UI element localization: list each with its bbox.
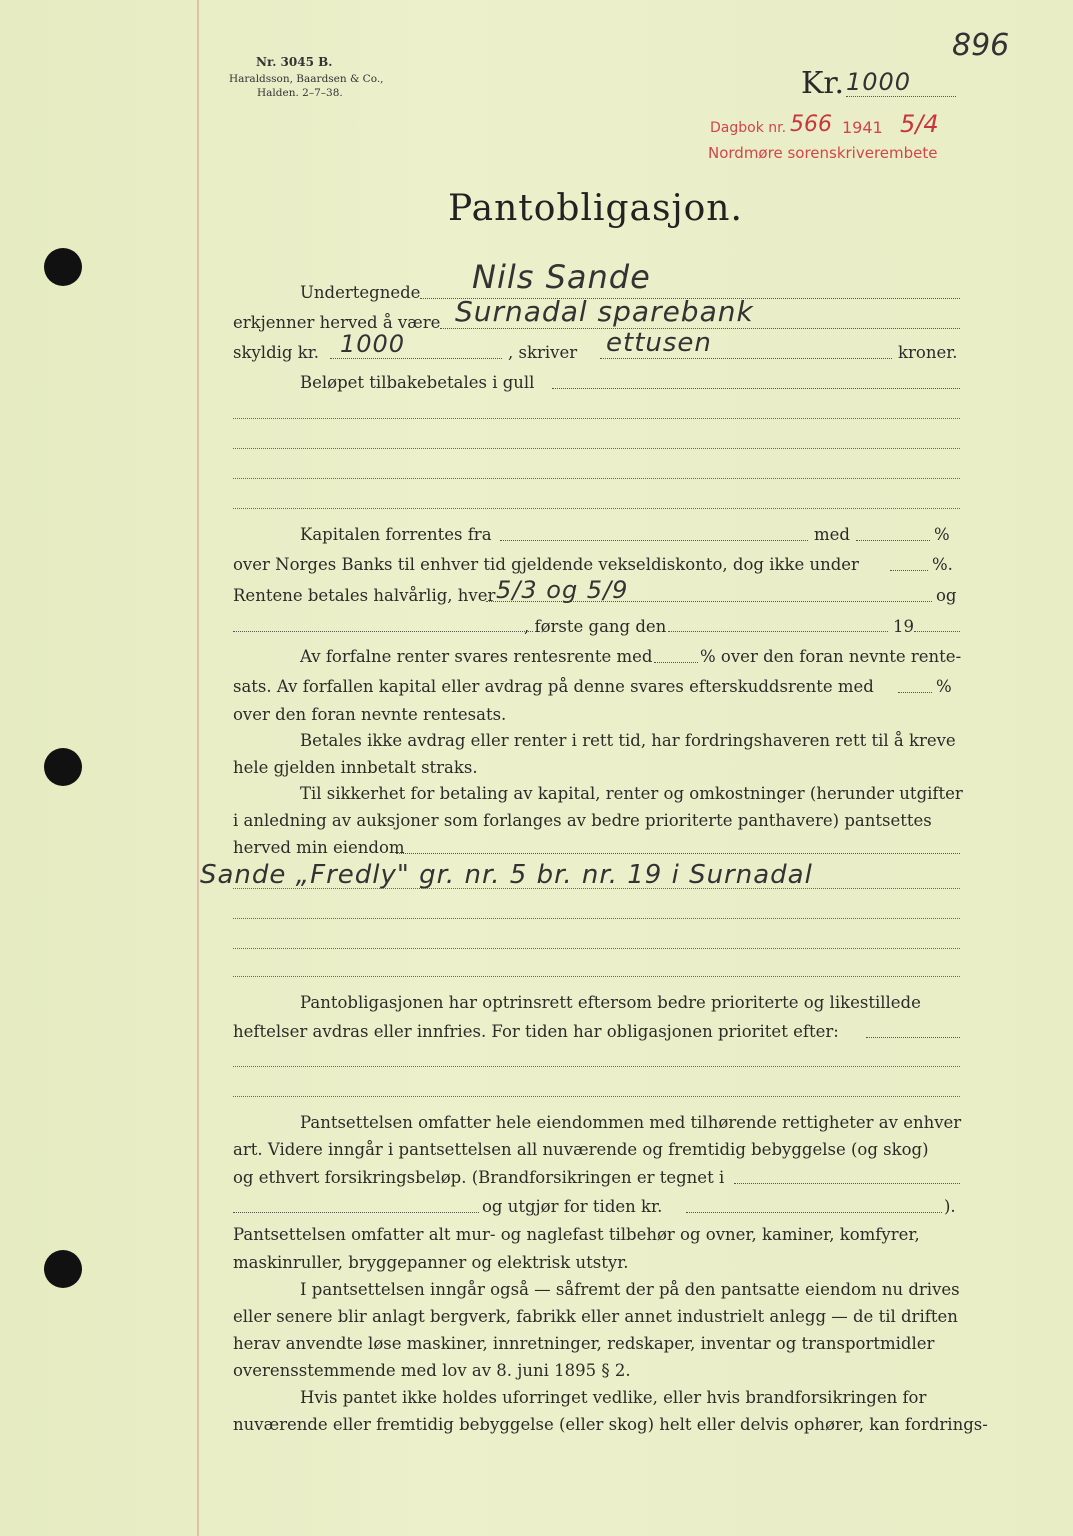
percent-sign: % — [936, 677, 952, 696]
sats-text: sats. Av forfallen kapital eller avdrag på denne svares efterskuddsrente med — [233, 677, 874, 696]
fill-line — [330, 358, 502, 359]
erkjenner-label: erkjenner herved å være — [233, 313, 441, 332]
betales-text: Betales ikke avdrag eller renter i rett tid, har fordringshaveren rett til å kreve — [300, 731, 956, 750]
fill-line — [600, 358, 892, 359]
kroner-label: kroner. — [898, 343, 958, 362]
rentesats-text: over den foran nevnte rentesats. — [233, 705, 507, 724]
blank-line — [233, 1066, 960, 1067]
forfalne-text: Av forfalne renter svares rentesrente med — [300, 647, 653, 666]
page-number: 896 — [952, 28, 1010, 63]
fill-line — [898, 692, 932, 693]
percent-sign: %. — [932, 555, 953, 574]
fill-line — [734, 1183, 960, 1184]
omfatter-text: Pantsettelsen omfatter hele eiendommen med tilhørende rettigheter av enhver — [300, 1113, 962, 1132]
belopet-label: Beløpet tilbakebetales i gull — [300, 373, 535, 392]
margin-line — [197, 0, 199, 1536]
sikkerhet-text: Til sikkerhet for betaling av kapital, renter og omkostninger (herunder utgifter — [300, 784, 963, 803]
betales-text-2: hele gjelden innbetalt straks. — [233, 758, 478, 777]
fill-line — [500, 540, 808, 541]
punch-hole — [44, 1250, 82, 1288]
omfatter-text-2: art. Videre inngår i pantsettelsen all nuværende og fremtidig bebyggelse (og skog) — [233, 1140, 929, 1159]
skyldig-label: skyldig kr. — [233, 343, 320, 362]
fill-line — [552, 388, 960, 389]
fill-line — [686, 1212, 942, 1213]
fill-line — [396, 853, 960, 854]
printer-name: Haraldsson, Baardsen & Co., — [229, 73, 384, 85]
forste-gang-label: , første gang den — [524, 617, 667, 636]
dagbok-number: 566 — [790, 112, 832, 137]
blank-line — [233, 1096, 960, 1097]
fill-line — [890, 570, 928, 571]
punch-hole — [44, 248, 82, 286]
fill-line — [914, 631, 960, 632]
blank-line — [233, 918, 960, 919]
skriver-label: , skriver — [508, 343, 578, 362]
fill-line — [856, 540, 930, 541]
omfatter-text-6: maskinruller, bryggepanner og elektrisk utstyr. — [233, 1253, 629, 1272]
hvis-text-2: nuværende eller fremtidig bebyggelse (eller skog) helt eller delvis ophører, kan fordrings- — [233, 1415, 988, 1434]
fill-line — [668, 631, 888, 632]
sikkerhet-text-2: i anledning av auksjoner som forlanges av bedre prioriterte panthavere) pantsettes — [233, 811, 932, 830]
sikkerhet-text-3: herved min eiendom — [233, 838, 405, 857]
dagbok-date: 5/4 — [900, 110, 939, 138]
punch-hole — [44, 748, 82, 786]
omfatter-text-4: og utgjør for tiden kr. — [482, 1197, 663, 1216]
blank-line — [233, 888, 960, 889]
fill-line — [233, 631, 533, 632]
kr-line — [846, 96, 956, 97]
omfatter-text-3: og ethvert forsikringsbeløp. (Brandforsikringen er tegnet i — [233, 1168, 725, 1187]
blank-line — [233, 948, 960, 949]
renter-label: Rentene betales halvårlig, hver — [233, 586, 496, 605]
stamp-office: Nordmøre sorenskriverembete — [708, 144, 938, 162]
dagbok-stamp-label: Dagbok nr. — [710, 120, 787, 136]
inngar-text-4: overensstemmende med lov av 8. juni 1895 § 2. — [233, 1361, 631, 1380]
inngar-text-3: herav anvendte løse maskiner, innretninger, redskaper, inventar og transportmidler — [233, 1334, 935, 1353]
creditor-value: Surnadal sparebank — [455, 295, 754, 328]
undertegnede-signature: Nils Sande — [472, 258, 651, 296]
dagbok-year: 1941 — [842, 118, 883, 137]
omfatter-text-5: Pantsettelsen omfatter alt mur- og naglefast tilbehør og ovner, kaminer, komfyrer, — [233, 1225, 920, 1244]
inngar-text: I pantsettelsen inngår også — såfremt der på den pantsatte eiendom nu drives — [300, 1280, 960, 1299]
percent-sign: % — [934, 525, 950, 544]
undertegnede-label: Undertegnede — [300, 283, 421, 302]
og-label: og — [936, 586, 957, 605]
skriver-value: ettusen — [606, 328, 712, 358]
prioritet-text: Pantobligasjonen har optrinsrett eftersom bedre prioriterte og likestillede — [300, 993, 921, 1012]
eiendom-value: Sande „Fredly" gr. nr. 5 br. nr. 19 i Surnadal — [200, 860, 813, 890]
forfalne-text-2: % over den foran nevnte rente- — [700, 647, 962, 666]
kapitalen-label: Kapitalen forrentes fra — [300, 525, 492, 544]
kr-value: 1000 — [846, 68, 912, 96]
form-number: Nr. 3045 B. — [256, 55, 333, 69]
hvis-text: Hvis pantet ikke holdes uforringet vedlike, eller hvis brandforsikringen for — [300, 1388, 927, 1407]
blank-line — [233, 418, 960, 419]
omfatter-close: ). — [944, 1197, 956, 1216]
blank-line — [233, 508, 960, 509]
inngar-text-2: eller senere blir anlagt bergverk, fabrikk eller annet industrielt anlegg — de til driften — [233, 1307, 958, 1326]
med-label: med — [814, 525, 850, 544]
fill-line — [866, 1037, 960, 1038]
blank-line — [233, 976, 960, 977]
kr-label: Kr. — [801, 66, 844, 101]
printer-city: Halden. 2–7–38. — [257, 87, 343, 99]
year-prefix: 19 — [893, 617, 914, 636]
skyldig-value: 1000 — [340, 330, 406, 358]
fill-line — [233, 1212, 479, 1213]
blank-line — [233, 478, 960, 479]
blank-line — [233, 448, 960, 449]
renter-value: 5/3 og 5/9 — [496, 576, 629, 604]
fill-line — [654, 662, 698, 663]
norges-bank-text: over Norges Banks til enhver tid gjeldende vekseldiskonto, dog ikke under — [233, 555, 859, 574]
prioritet-text-2: heftelser avdras eller innfries. For tiden har obligasjonen prioritet efter: — [233, 1022, 839, 1041]
document-title: Pantobligasjon. — [448, 188, 743, 229]
